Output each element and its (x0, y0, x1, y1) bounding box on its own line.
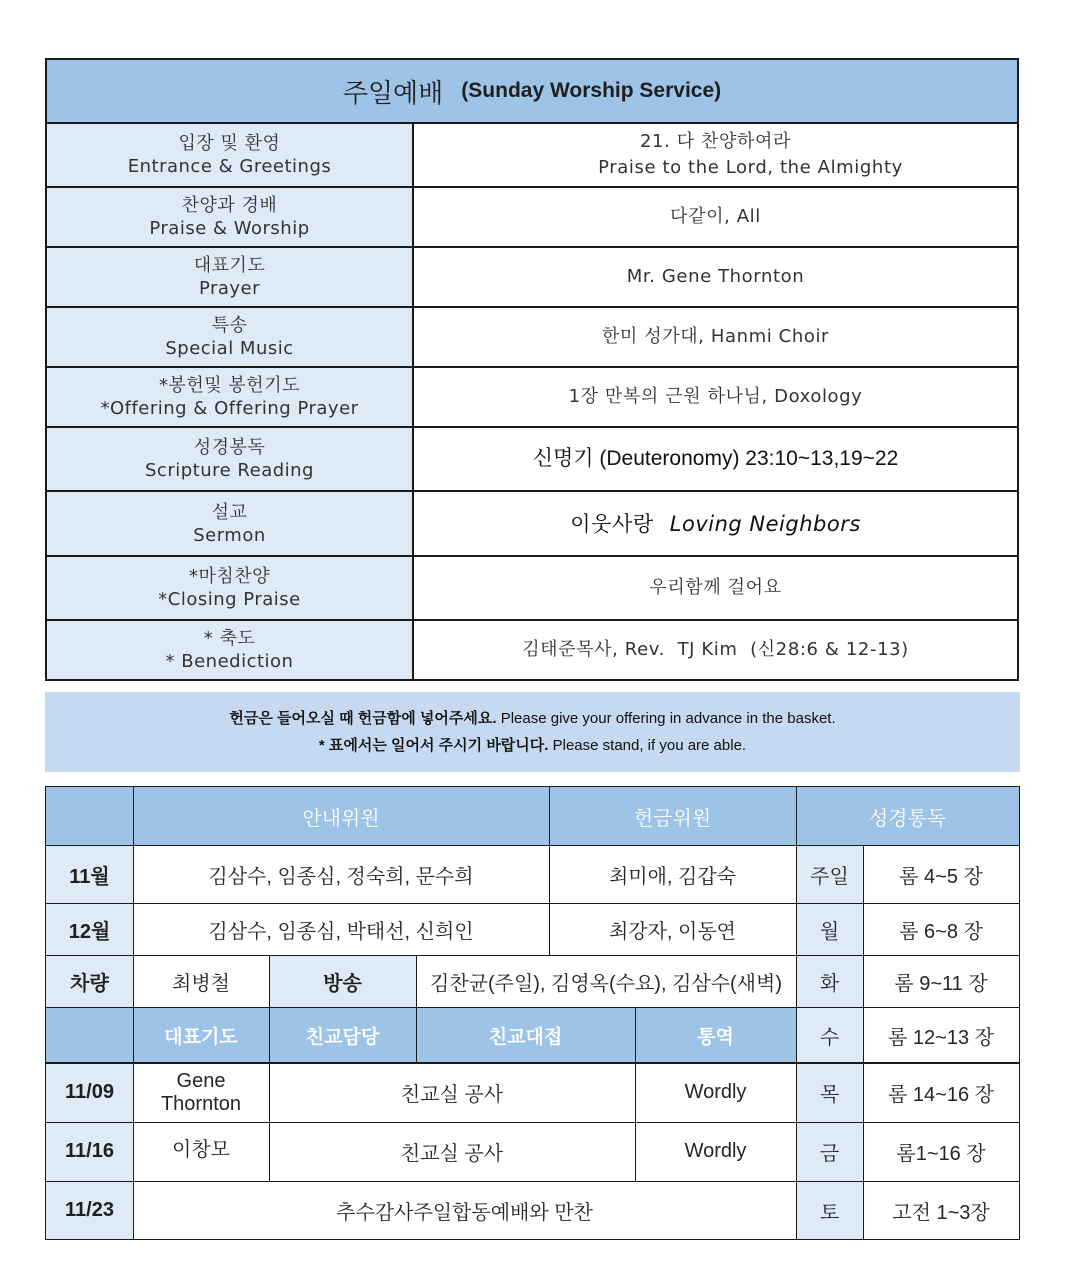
fellowship-cell: 친교실 공사 (400, 1084, 504, 1106)
order-item-en: Sermon (193, 524, 266, 546)
order-item-ko: *마침찬양 (188, 566, 271, 587)
order-item-label (47, 308, 414, 366)
ushers-cell: 김삼수, 임종심, 박태선, 신희인 (208, 920, 474, 943)
order-item-detail (414, 492, 1017, 555)
ushers-cell: 김삼수, 임종심, 정숙희, 문수희 (208, 865, 474, 888)
order-item-label (47, 492, 414, 555)
order-item-ko: 찬양과 경배 (181, 195, 278, 216)
worship-title-ko: 주일예배 (342, 78, 444, 109)
reading-passage: 롬 6~8 장 (899, 920, 983, 943)
order-item-detail (414, 621, 1017, 679)
notice-line-1 (229, 705, 835, 732)
grid-line (863, 845, 864, 1239)
notice-offering-en: Please give your offering in advance in the basket. (500, 710, 836, 727)
corner-cell (46, 787, 133, 845)
order-item-label (47, 557, 414, 619)
order-item-ko: *봉헌및 봉헌기도 (159, 375, 300, 396)
order-item-en: * Benediction (165, 651, 294, 672)
grid-line (46, 1062, 1019, 1064)
order-detail-text: 김태준목사, Rev. TJ Kim (신28:6 & 12-13) (522, 639, 909, 660)
order-detail-text: 1장 만복의 근원 하나님, Doxology (568, 386, 863, 407)
date-label: 11/16 (46, 1122, 133, 1181)
reading-passage: 롬 12~13 장 (888, 1026, 994, 1049)
hymn-number-title: 21. 다 찬양하여라 (640, 131, 791, 152)
prayer-cell: 이창모 (172, 1138, 230, 1161)
notice-offering-ko: 헌금은 들어오실 때 헌금함에 넣어주세요. (229, 710, 497, 727)
car-label: 차량 (46, 955, 133, 1007)
order-item-en: Special Music (165, 338, 294, 359)
broadcast-value: 김찬균(주일), 김영옥(수요), 김삼수(새벽) (430, 972, 782, 995)
notice-stand-en: Please stand, if you are able. (552, 737, 747, 754)
grid-line (46, 955, 1019, 956)
order-item-detail (414, 124, 1017, 186)
order-row-sermon (47, 492, 1017, 557)
scripture-reference: 신명기 (Deuteronomy) 23:10~13,19~22 (532, 447, 899, 470)
order-item-ko: 입장 및 환영 (178, 133, 281, 154)
order-row-closing (47, 557, 1017, 621)
month-label: 11월 (46, 845, 133, 903)
order-item-ko: 특송 (211, 315, 248, 336)
order-detail-text: 다같이, All (670, 206, 761, 227)
grid-line (269, 955, 270, 1181)
fellowship-cell: 친교실 공사 (400, 1143, 504, 1165)
order-item-label (47, 621, 414, 679)
order-item-detail (414, 248, 1017, 306)
order-item-en: Scripture Reading (145, 460, 314, 481)
notice-stand-ko: * 표에서는 일어서 주시기 바랍니다. (318, 737, 549, 754)
order-item-detail (414, 428, 1017, 490)
notice-box (45, 692, 1020, 772)
reading-passage: 고전 1~3장 (892, 1201, 990, 1224)
translation-header: 통역 (635, 1007, 796, 1063)
order-row-entrance (47, 124, 1017, 188)
grid-line (46, 1007, 1019, 1008)
order-item-label (47, 188, 414, 246)
broadcast-label: 방송 (269, 955, 416, 1007)
event-cell: 추수감사주일합동예배와 만찬 (336, 1201, 593, 1224)
order-item-en: Prayer (198, 278, 261, 299)
translation-cell: Wordly (684, 1081, 747, 1103)
order-row-scripture (47, 428, 1017, 492)
order-item-detail (414, 368, 1017, 426)
sermon-title-en: Loving Neighbors (669, 511, 861, 536)
order-row-praise (47, 188, 1017, 248)
reading-day: 화 (796, 955, 863, 1007)
month-label: 12월 (46, 903, 133, 955)
grid-line (416, 955, 417, 1063)
reading-day: 토 (796, 1181, 863, 1239)
reading-day: 목 (796, 1063, 863, 1122)
worship-title (47, 60, 1017, 124)
prayer-cell: Gene Thornton (160, 1069, 242, 1115)
car-value: 최병철 (172, 972, 230, 995)
reading-day: 수 (796, 1007, 863, 1063)
order-row-offering (47, 368, 1017, 428)
sub-corner-cell (46, 1007, 133, 1063)
order-item-ko: 설교 (211, 501, 248, 523)
order-item-en: Praise & Worship (149, 218, 310, 239)
order-item-ko: 대표기도 (193, 255, 266, 276)
order-item-detail (414, 188, 1017, 246)
order-row-prayer (47, 248, 1017, 308)
order-row-special-music (47, 308, 1017, 368)
grid-line (46, 1122, 1019, 1123)
volunteer-table (45, 786, 1020, 1240)
order-row-benediction (47, 621, 1017, 679)
offering-cell: 최미애, 김갑숙 (608, 865, 737, 888)
date-label: 11/09 (46, 1063, 133, 1122)
order-item-detail (414, 308, 1017, 366)
notice-line-2 (319, 732, 746, 759)
order-item-en: Entrance & Greetings (127, 156, 332, 177)
sermon-title-ko: 이웃사랑 (570, 511, 654, 536)
grid-line (133, 787, 134, 1239)
translation-cell: Wordly (684, 1140, 747, 1162)
date-label: 11/23 (46, 1181, 133, 1239)
order-item-en: *Closing Praise (158, 589, 301, 610)
order-item-label (47, 428, 414, 490)
worship-order-table (45, 58, 1019, 681)
order-item-detail (414, 557, 1017, 619)
grid-line (635, 1007, 636, 1181)
grid-line (46, 1181, 1019, 1182)
offering-header: 헌금위원 (549, 787, 796, 845)
grid-line (549, 787, 550, 955)
order-item-label (47, 124, 414, 186)
order-detail-text: 한미 성가대, Hanmi Choir (601, 326, 830, 347)
grid-line (796, 787, 797, 1239)
order-item-label (47, 248, 414, 306)
worship-title-en: (Sunday Worship Service) (461, 79, 722, 102)
order-detail-text: Mr. Gene Thornton (626, 266, 805, 287)
reading-passage: 롬 4~5 장 (899, 865, 983, 888)
offering-cell: 최강자, 이동연 (608, 920, 737, 943)
fellowship-lead-header: 친교담당 (269, 1007, 416, 1063)
reading-passage: 롬1~16 장 (896, 1143, 986, 1165)
prayer-header: 대표기도 (133, 1007, 269, 1063)
reading-passage: 롬 14~16 장 (888, 1084, 994, 1106)
reading-day: 금 (796, 1122, 863, 1181)
fellowship-host-header: 친교대접 (416, 1007, 635, 1063)
hymn-title-en: Praise to the Lord, the Almighty (598, 157, 903, 178)
grid-line (46, 845, 1019, 846)
order-item-ko: * 축도 (203, 628, 256, 649)
reading-passage: 롬 9~11 장 (894, 972, 988, 995)
grid-line (46, 903, 1019, 904)
order-item-en: *Offering & Offering Prayer (100, 398, 359, 419)
bible-reading-header: 성경통독 (796, 787, 1019, 845)
order-item-ko: 성경봉독 (193, 437, 266, 458)
order-detail-text: 우리함께 걸어요 (649, 577, 782, 598)
reading-day: 월 (796, 903, 863, 955)
reading-day: 주일 (796, 845, 863, 903)
ushers-header: 안내위원 (133, 787, 549, 845)
order-item-label (47, 368, 414, 426)
